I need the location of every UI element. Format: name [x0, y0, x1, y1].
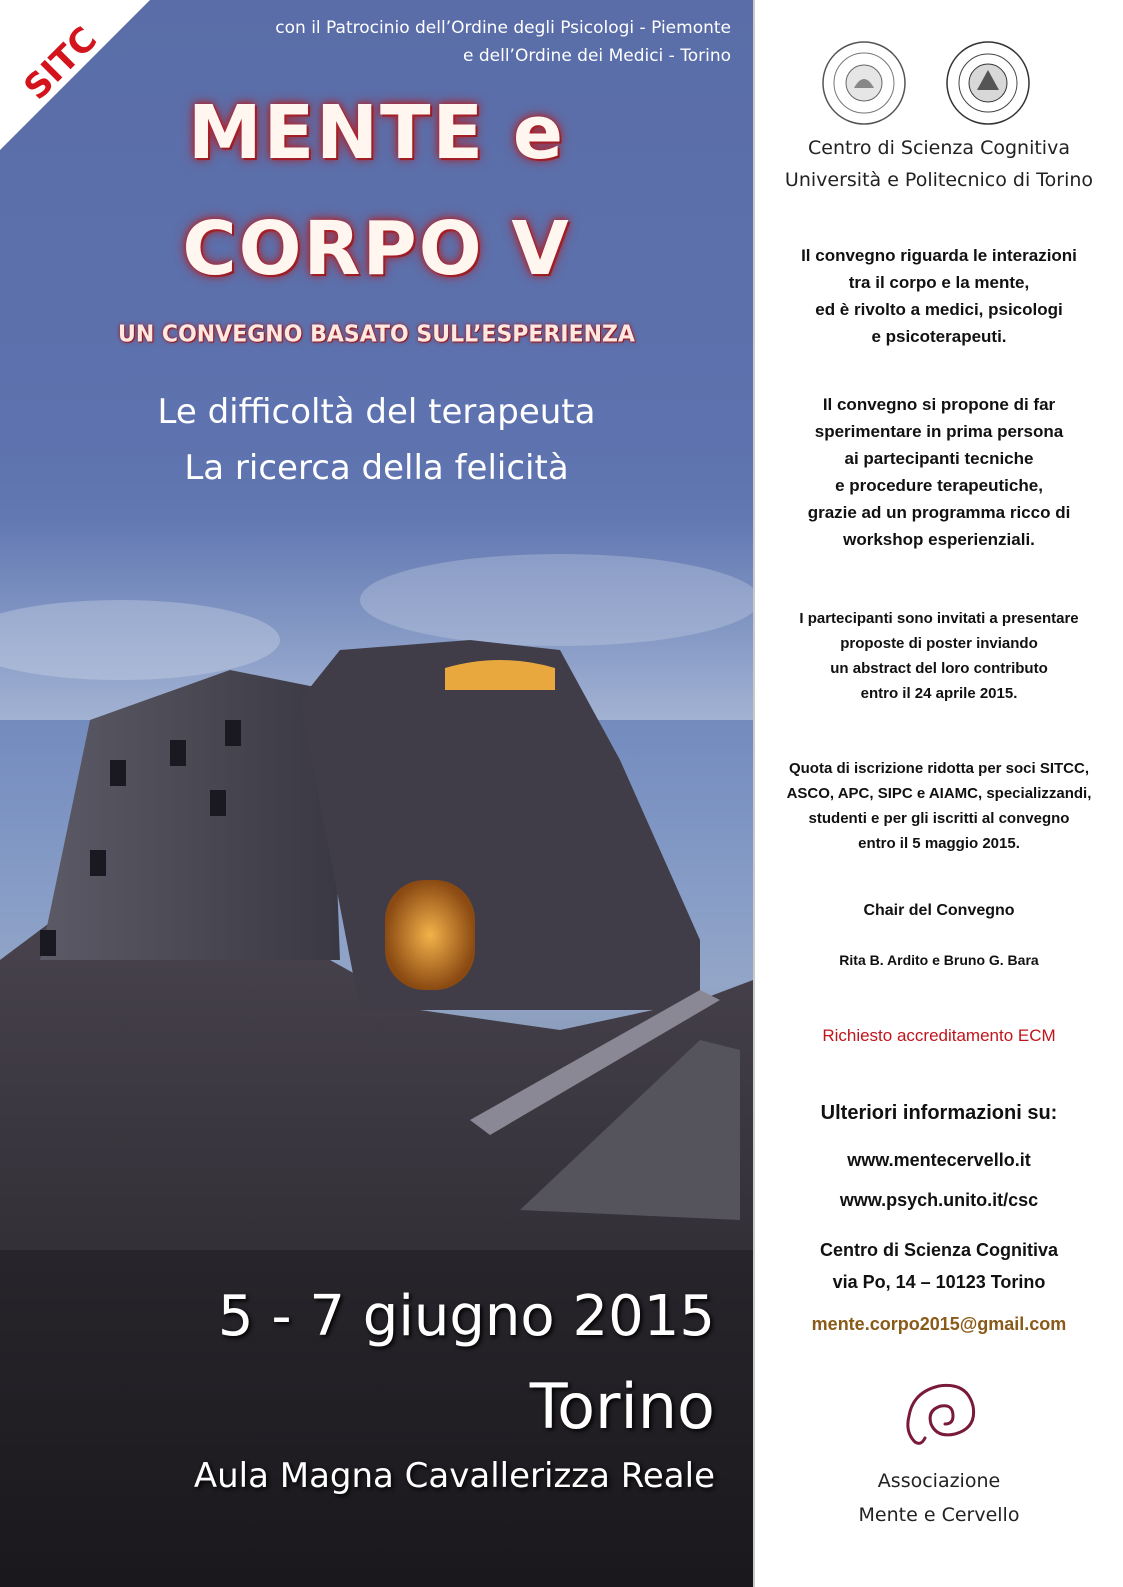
email-link[interactable]: mente.corpo2015@gmail.com [811, 1314, 1067, 1334]
title-line-2: CORPO V [182, 206, 571, 292]
fees-line: studenti e per gli iscritti al convegno [808, 810, 1070, 827]
association-name [755, 1464, 1123, 1532]
fees-line: ASCO, APC, SIPC e AIAMC, specializzandi, [786, 785, 1092, 802]
window [210, 790, 226, 816]
website-link-1[interactable]: www.mentecervello.it [847, 1150, 1031, 1170]
description-2-line: sperimentare in prima persona [814, 422, 1064, 441]
description-2-line: grazie ad un programma ricco di [807, 503, 1071, 522]
title-line-1: MENTE e [187, 90, 566, 176]
address-line-1: Centro di Scienza Cognitiva [819, 1240, 1059, 1260]
patronage-text [171, 14, 731, 70]
window [225, 720, 241, 746]
description-1-line: tra il corpo e la mente, [848, 273, 1030, 292]
event-date: 5 - 7 giugno 2015 [217, 1284, 715, 1349]
lit-archway [385, 880, 475, 990]
more-info-heading: Ulteriori informazioni su: [820, 1102, 1058, 1124]
info-panel [755, 0, 1123, 1587]
window [170, 740, 186, 766]
fees-line: entro il 5 maggio 2015. [858, 835, 1020, 852]
posters-line: entro il 24 aprile 2015. [860, 685, 1018, 702]
ecm-notice: Richiesto accreditamento ECM [822, 1026, 1056, 1045]
fees-line: Quota di iscrizione ridotta per soci SITCC, [788, 760, 1090, 777]
window [40, 930, 56, 956]
posters-info [755, 606, 1123, 706]
title-subtitle: UN CONVEGNO BASATO SULL’ESPERIENZA [117, 321, 636, 348]
centre-line-1: Centro di Scienza Cognitiva [808, 137, 1070, 159]
website-link-2[interactable]: www.psych.unito.it/csc [839, 1190, 1039, 1210]
event-venue: Aula Magna Cavallerizza Reale [193, 1456, 715, 1496]
patronage-line-1: con il Patrocinio dell’Ordine degli Psicologi - Piemonte [275, 18, 731, 38]
description-1-line: Il convegno riguarda le interazioni [801, 246, 1077, 265]
address-line-2: via Po, 14 – 10123 Torino [832, 1272, 1046, 1292]
chair-names: Rita B. Ardito e Bruno G. Bara [839, 952, 1039, 968]
address [755, 1234, 1123, 1298]
posters-line: I partecipanti sono invitati a presentare [799, 610, 1079, 627]
chair-title: Chair del Convegno [863, 902, 1015, 919]
fees-info [755, 756, 1123, 856]
association-line-1: Associazione [877, 1470, 1001, 1492]
theme-line-2: La ricerca della felicità [184, 448, 569, 488]
description-2-line: ai partecipanti tecniche [844, 449, 1034, 468]
svg-text:SITC: SITC [16, 19, 106, 108]
association-line-2: Mente e Cervello [858, 1504, 1020, 1526]
description-2-line: workshop esperienziali. [843, 530, 1035, 549]
description-2-line: Il convegno si propone di far [822, 395, 1056, 414]
description-2 [755, 391, 1123, 553]
politecnico-seal-icon [945, 40, 1031, 126]
window [110, 760, 126, 786]
centre-line-2: Università e Politecnico di Torino [784, 169, 1094, 191]
description-1-line: ed è rivolto a medici, psicologi [815, 300, 1063, 319]
description-1-line: e psicoterapeuti. [871, 327, 1007, 346]
lit-loggia [445, 660, 555, 690]
patronage-line-2: e dell’Ordine dei Medici - Torino [463, 46, 731, 66]
university-seal-icon [821, 40, 907, 126]
posters-line: un abstract del loro contributo [830, 660, 1048, 677]
description-1 [755, 242, 1123, 350]
description-2-line: e procedure terapeutiche, [835, 476, 1043, 495]
cloud [360, 554, 753, 646]
centre-name [755, 132, 1123, 196]
posters-line: proposte di poster inviando [840, 635, 1038, 652]
spiral-brain-logo-icon [895, 1372, 985, 1452]
window [90, 850, 106, 876]
theme-line-1: Le difficoltà del terapeuta [157, 392, 596, 432]
event-city: Torino [529, 1370, 715, 1443]
